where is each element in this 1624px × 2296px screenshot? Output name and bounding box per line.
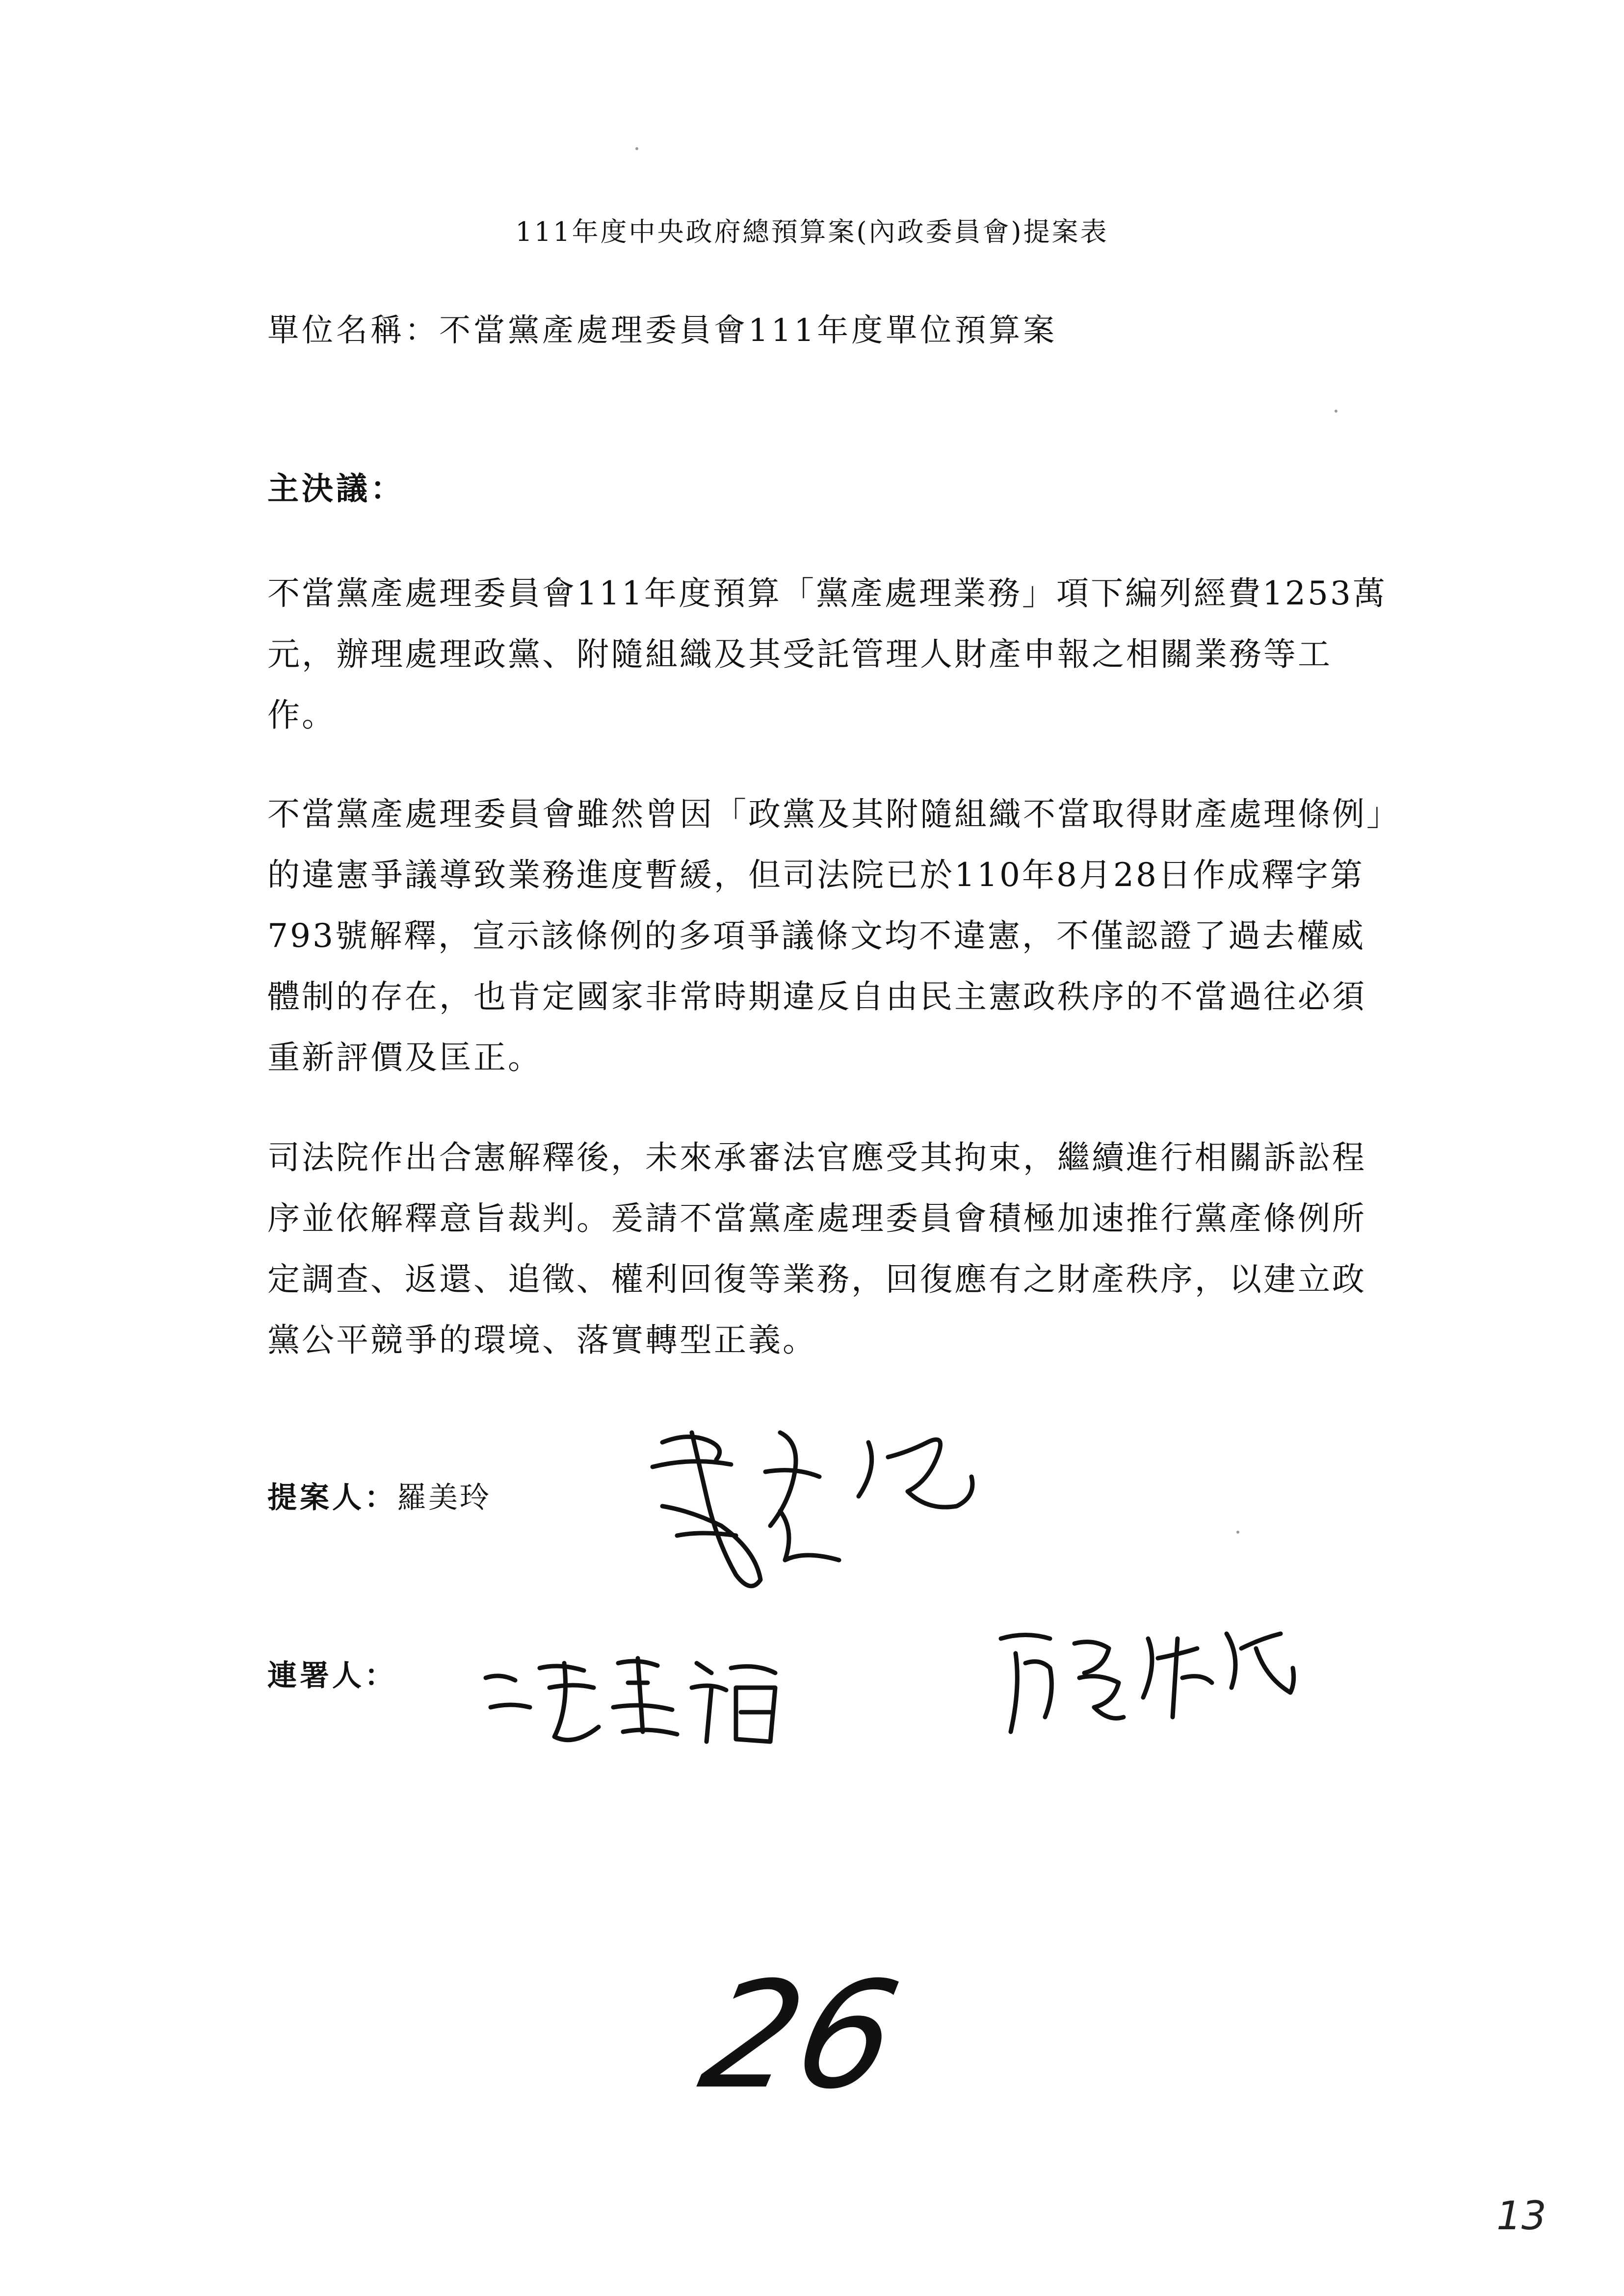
unit-name-line: 單位名稱：不當黨產處理委員會111年度單位預算案 bbox=[267, 313, 1058, 349]
cosigner-label: 連署人： bbox=[267, 1659, 397, 1693]
corner-note-text: 13 bbox=[1496, 2193, 1546, 2239]
page-number-text: 26 bbox=[688, 1950, 912, 2121]
cosigner-signature-2 bbox=[996, 1619, 1300, 1742]
proposer-name: 羅美玲 bbox=[397, 1481, 491, 1515]
page-number bbox=[688, 1950, 912, 2121]
proposer-signature bbox=[633, 1413, 1006, 1609]
corner-note bbox=[1496, 2193, 1546, 2239]
proposer-line bbox=[267, 1474, 491, 1516]
paragraph-budget: 不當黨產處理委員會111年度預算「黨產處理業務」項下編列經費1253萬元，辦理處理政黨、附隨組織及其受託管理人財產申報之相關業務等工作。 bbox=[267, 574, 1387, 734]
proposer-label: 提案人： bbox=[267, 1481, 397, 1515]
scan-speck bbox=[635, 147, 638, 150]
paragraph-request: 司法院作出合憲解釋後，未來承審法官應受其拘束，繼續進行相關訴訟程序並依解釋意旨裁判。爰請不當黨產處理委員會積極加速推行黨產條例所定調查、返還、追徵、權利回復等業務，回復應有之財產秩序，以建立政黨公平競爭的環境、落實轉型正義。 bbox=[267, 1139, 1366, 1359]
document-title: 111年度中央政府總預算案(內政委員會)提案表 bbox=[515, 216, 1109, 247]
scan-speck bbox=[1236, 1531, 1239, 1534]
main-resolution-heading: 主決議： bbox=[267, 470, 405, 507]
cosigner-line bbox=[267, 1652, 397, 1695]
cosigner-signature-1 bbox=[481, 1634, 824, 1761]
scan-speck bbox=[1335, 410, 1337, 413]
paragraph-constitutional-interpretation: 不當黨產處理委員會雖然曾因「政黨及其附隨組織不當取得財產處理條例」的違憲爭議導致業務進度暫緩，但司法院已於110年8月28日作成釋字第793號解釋，宣示該條例的多項爭議條文均不違憲，不僅認證了過去權威體制的存在，也肯定國家非常時期違反自由民主憲政秩序的不當過往必須重新評價及匡正。 bbox=[267, 795, 1385, 1076]
